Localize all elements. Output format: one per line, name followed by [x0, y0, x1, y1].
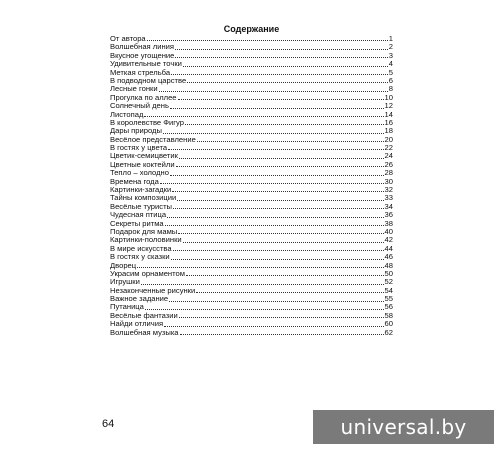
- toc-dot-leader: [187, 82, 388, 83]
- toc-entry-page: 50: [384, 268, 393, 278]
- toc-entry-page: 32: [384, 185, 393, 195]
- toc-entry-page: 54: [384, 285, 393, 295]
- toc-entry-label: Дворец: [110, 260, 137, 270]
- toc-entry-label: Незаконченные рисунки: [110, 285, 196, 295]
- toc-dot-leader: [163, 133, 384, 134]
- toc-entry-page: 16: [384, 117, 393, 127]
- toc-list: [110, 35, 393, 337]
- toc-entry-label: Листопад: [110, 109, 144, 119]
- toc-entry-label: Тепло – холодно: [110, 168, 169, 178]
- toc-entry-page: 22: [384, 143, 393, 153]
- toc-entry-label: Времена года: [110, 176, 159, 186]
- toc-entry-label: Меткая стрельба: [110, 67, 171, 77]
- toc-entry-page: 36: [384, 210, 393, 220]
- toc-dot-leader: [177, 200, 383, 201]
- toc-entry-label: Подарок для мамы: [110, 226, 178, 236]
- toc-entry-label: Тайны композиции: [110, 193, 177, 203]
- toc-entry-label: Игрушки: [110, 277, 140, 287]
- toc-dot-leader: [171, 259, 384, 260]
- toc-entry-label: Вкусное угощение: [110, 50, 175, 60]
- toc-entry-label: Цветик-семицветик: [110, 151, 178, 161]
- toc-entry-page: 26: [384, 159, 393, 169]
- toc-entry-page: 2: [388, 42, 393, 52]
- toc-dot-leader: [178, 99, 384, 100]
- toc-entry: [110, 295, 393, 303]
- toc-dot-leader: [167, 217, 383, 218]
- toc-entry-label: Весёлые фантазии: [110, 310, 178, 320]
- toc-entry-page: 44: [384, 243, 393, 253]
- toc-dot-leader: [173, 250, 384, 251]
- toc-entry-page: 38: [384, 218, 393, 228]
- toc-entry-label: Картинки-половинки: [110, 235, 182, 245]
- toc-entry-label: Картинки-загадки: [110, 185, 172, 195]
- toc-entry-label: В подводном царстве: [110, 75, 187, 85]
- toc-entry-page: 60: [384, 319, 393, 329]
- toc-entry-page: 4: [388, 59, 393, 69]
- toc-entry-label: Волшебная музыка: [110, 327, 179, 337]
- toc-entry-page: 34: [384, 201, 393, 211]
- toc-dot-leader: [168, 149, 383, 150]
- toc-entry-page: 56: [384, 302, 393, 312]
- toc-entry-page: 10: [384, 92, 393, 102]
- toc-entry: [110, 253, 393, 261]
- toc-entry-page: 58: [384, 310, 393, 320]
- toc-dot-leader: [196, 292, 383, 293]
- toc-entry-page: 62: [384, 327, 393, 337]
- toc-entry-page: 20: [384, 134, 393, 144]
- toc-entry-label: Цветные коктейли: [110, 159, 175, 169]
- toc-entry-label: В королевстве Фигур: [110, 117, 184, 127]
- toc-entry-label: В гостях у сказки: [110, 252, 170, 262]
- toc-entry-page: 5: [388, 67, 393, 77]
- toc-dot-leader: [172, 191, 383, 192]
- toc-entry-page: 28: [384, 168, 393, 178]
- toc-entry-label: Секреты ритма: [110, 218, 164, 228]
- toc-entry-label: Весёлые туристы: [110, 201, 173, 211]
- toc-dot-leader: [175, 57, 387, 58]
- toc-entry-label: Украсим орнаментом: [110, 268, 185, 278]
- toc-dot-leader: [171, 74, 388, 75]
- toc-dot-leader: [179, 158, 384, 159]
- toc-title: Содержание: [223, 24, 280, 34]
- toc-entry-page: 6: [388, 75, 393, 85]
- toc-entry-page: 30: [384, 176, 393, 186]
- toc-entry-page: 46: [384, 252, 393, 262]
- toc-dot-leader: [185, 124, 384, 125]
- toc-dot-leader: [173, 208, 384, 209]
- toc-entry-label: Волшебная линия: [110, 42, 174, 52]
- page-number: 64: [102, 418, 115, 430]
- toc-entry-page: 1: [388, 33, 393, 43]
- toc-entry-page: 33: [384, 193, 393, 203]
- toc-entry-label: Весёлое представление: [110, 134, 196, 144]
- toc-entry-label: В гостях у цвета: [110, 143, 168, 153]
- toc-entry-label: Важное задание: [110, 294, 169, 304]
- toc-dot-leader: [197, 141, 384, 142]
- toc-entry-label: Путаница: [110, 302, 144, 312]
- toc-dot-leader: [137, 267, 383, 268]
- toc-dot-leader: [141, 284, 384, 285]
- toc-entry-page: 3: [388, 50, 393, 60]
- toc-dot-leader: [159, 91, 388, 92]
- toc-entry: [110, 102, 393, 110]
- toc-dot-leader: [169, 301, 383, 302]
- toc-entry-page: 42: [384, 235, 393, 245]
- toc-dot-leader: [170, 108, 384, 109]
- toc-dot-leader: [165, 225, 384, 226]
- toc-entry-page: 52: [384, 277, 393, 287]
- toc-entry-label: В мире искусства: [110, 243, 172, 253]
- toc-dot-leader: [179, 317, 384, 318]
- toc-dot-leader: [170, 175, 384, 176]
- toc-dot-leader: [175, 49, 388, 50]
- toc-dot-leader: [145, 309, 384, 310]
- toc-entry: [110, 270, 393, 278]
- toc-dot-leader: [160, 183, 384, 184]
- toc-dot-leader: [178, 233, 383, 234]
- toc-entry-label: От автора: [110, 33, 146, 43]
- toc-dot-leader: [164, 326, 383, 327]
- toc-dot-leader: [183, 242, 384, 243]
- toc-dot-leader: [144, 116, 383, 117]
- toc-dot-leader: [183, 66, 388, 67]
- toc-dot-leader: [147, 40, 388, 41]
- watermark-badge: universal.by: [313, 410, 494, 444]
- toc-entry-page: 8: [388, 84, 393, 94]
- toc-dot-leader: [186, 275, 384, 276]
- toc-entry-label: Прогулка по аллее: [110, 92, 177, 102]
- toc-entry-label: Дары природы: [110, 126, 162, 136]
- toc-entry-label: Лесные гонки: [110, 84, 158, 94]
- toc-entry-page: 18: [384, 126, 393, 136]
- toc-entry-label: Чудесная птица: [110, 210, 167, 220]
- toc-entry-label: Найди отличия: [110, 319, 164, 329]
- toc-entry-page: 48: [384, 260, 393, 270]
- toc-entry: [110, 329, 393, 337]
- toc-entry-page: 55: [384, 294, 393, 304]
- toc-dot-leader: [180, 334, 384, 335]
- toc-entry-label: Удивительные точки: [110, 59, 182, 69]
- toc-entry-page: 14: [384, 109, 393, 119]
- toc-entry-page: 24: [384, 151, 393, 161]
- toc-entry-label: Солнечный день: [110, 101, 169, 111]
- toc-entry-page: 40: [384, 226, 393, 236]
- toc-entry-page: 12: [384, 101, 393, 111]
- toc-dot-leader: [176, 166, 384, 167]
